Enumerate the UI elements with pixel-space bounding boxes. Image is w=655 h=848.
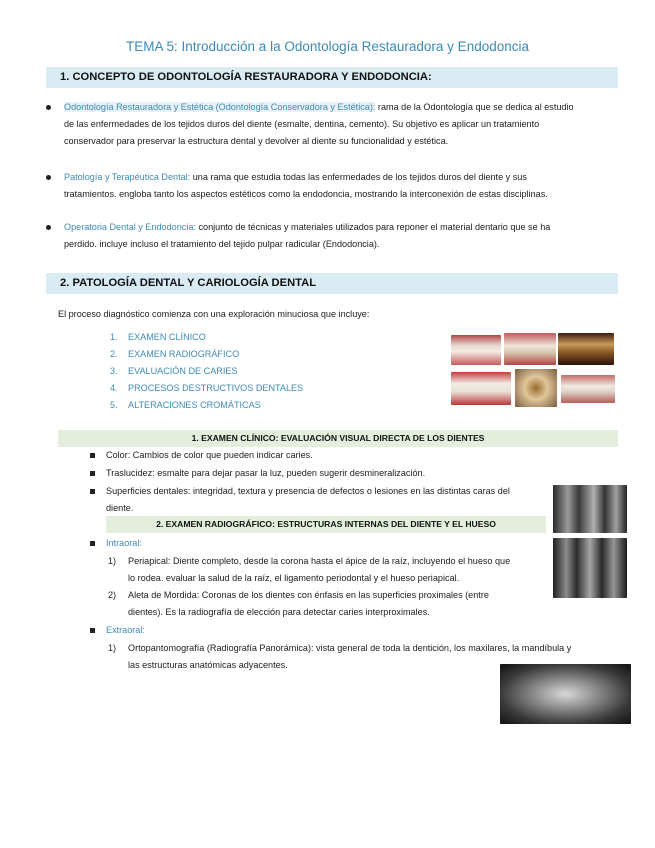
page-title: TEMA 5: Introducción a la Odontología Restauradora y Endodoncia: [126, 39, 529, 54]
bullet-text: perdido. incluye incluso el tratamiento del tejido pulpar radicular (Endodoncia).: [64, 239, 380, 249]
extraoral-label: Extraoral:: [106, 625, 145, 635]
exam-1-item-superficies-cont: diente.: [106, 503, 134, 513]
section-1-heading: 1. CONCEPTO DE ODONTOLOGÍA RESTAURADORA Y ENDODONCIA:: [60, 71, 432, 83]
panoramic-xray-image: [500, 664, 631, 724]
bullet-square: [90, 541, 95, 546]
intraoral-item-aleta: [128, 587, 548, 621]
exam-2-heading: 2. EXAMEN RADIOGRÁFICO: ESTRUCTURAS INTERNAS DEL DIENTE Y EL HUESO: [106, 516, 546, 533]
list-number: 3.: [110, 366, 118, 376]
intraoral-item-number: 2): [108, 590, 117, 600]
item-text: dientes). Es la radiografía de elección para detectar caries interproximales.: [128, 607, 430, 617]
list-number: 5.: [110, 400, 118, 410]
diagnostic-list: [110, 329, 303, 414]
exam-1-item-superficies: Superficies dentales: integridad, textura y presencia de defectos o lesiones en las distintas caras del: [106, 486, 510, 496]
list-item: [110, 346, 303, 363]
section-2-heading-band: [46, 273, 618, 294]
exam-1-item-color: Color: Cambios de color que pueden indicar caries.: [106, 450, 313, 460]
bullet-text: conservador para preservar la estructura dental y devolver al diente su funcionalidad y estética.: [64, 136, 449, 146]
term-restauradora: Odontología Restauradora y Estética (Odontología Conservadora y Estética):: [64, 102, 376, 112]
item-text: Periapical: Diente completo, desde la corona hasta el ápice de la raíz, incluyendo el hueso que: [128, 556, 511, 566]
bullet-square: [90, 471, 95, 476]
exam-1-heading: 1. EXAMEN CLÍNICO: EVALUACIÓN VISUAL DIRECTA DE LOS DIENTES: [58, 430, 618, 447]
item-text: Ortopantomografía (Radiografía Panorámica): vista general de toda la dentición, los maxilares, la mandíbula y: [128, 643, 572, 653]
list-label: ALTERACIONES CROMÁTICAS: [128, 400, 261, 410]
list-number: 2.: [110, 349, 118, 359]
teeth-photo: [451, 372, 511, 405]
list-label: EXAMEN RADIOGRÁFICO: [128, 349, 240, 359]
list-number: 1.: [110, 332, 118, 342]
teeth-photo: [558, 333, 614, 365]
list-item: [110, 363, 303, 380]
bullet-text: conjunto de técnicas y materiales utilizados para reponer el material dentario que se ha: [195, 222, 551, 232]
section-1-heading-band: [46, 67, 618, 88]
section-2-heading: 2. PATOLOGÍA DENTAL Y CARIOLOGÍA DENTAL: [60, 277, 317, 289]
teeth-photo: [504, 333, 556, 365]
bitewing-xray-image: [553, 485, 627, 533]
list-item: [110, 329, 303, 346]
bullet-patologia: [64, 169, 624, 203]
diagnostic-intro: El proceso diagnóstico comienza con una exploración minuciosa que incluye:: [58, 309, 370, 319]
bullet-text: una rama que estudia todas las enfermedades de los tejidos duros del diente y sus: [190, 172, 527, 182]
bullet-operatoria: [64, 219, 624, 253]
exam-1-item-traslucidez: Traslucidez: esmalte para dejar pasar la luz, pueden sugerir desmineralización.: [106, 468, 426, 478]
bullet-restauradora: [64, 99, 624, 150]
list-label: EXAMEN CLÍNICO: [128, 332, 206, 342]
bullet-dot: [46, 175, 51, 180]
bullet-square: [90, 453, 95, 458]
list-item: [110, 397, 303, 414]
list-number: 4.: [110, 383, 118, 393]
item-text: lo rodea. evaluar la salud de la raíz, el ligamento periodontal y el hueso periapical.: [128, 573, 460, 583]
bullet-square: [90, 489, 95, 494]
tooth-closeup-photo: [515, 369, 557, 407]
item-text: Aleta de Mordida: Coronas de los dientes con énfasis en las superficies proximales (entre: [128, 590, 489, 600]
periapical-xray-image: [553, 538, 627, 598]
extraoral-item-number: 1): [108, 643, 117, 653]
list-label: EVALUACIÓN DE CARIES: [128, 366, 238, 376]
bullet-text: tratamientos. engloba tanto los aspectos estéticos como la endodoncia, mostrando la interconexión de estas disciplinas.: [64, 189, 548, 199]
bullet-dot: [46, 105, 51, 110]
term-operatoria: Operatoria Dental y Endodoncia:: [64, 222, 196, 232]
intraoral-item-number: 1): [108, 556, 117, 566]
teeth-photo: [561, 375, 615, 403]
list-item: [110, 380, 303, 397]
teeth-photo: [451, 335, 501, 365]
list-label: PROCESOS DESTRUCTIVOS DENTALES: [128, 383, 304, 393]
term-patologia: Patología y Terapéutica Dental:: [64, 172, 191, 182]
bullet-square: [90, 628, 95, 633]
item-text: las estructuras anatómicas adyacentes.: [128, 660, 288, 670]
intraoral-item-periapical: [128, 553, 548, 587]
bullet-text: rama de la Odontología que se dedica al estudio: [375, 102, 574, 112]
bullet-text: de las enfermedades de los tejidos duros del diente (esmalte, dentina, cemento). Su objetivo es aplicar un tratamiento: [64, 119, 540, 129]
bullet-dot: [46, 225, 51, 230]
intraoral-label: Intraoral:: [106, 538, 142, 548]
